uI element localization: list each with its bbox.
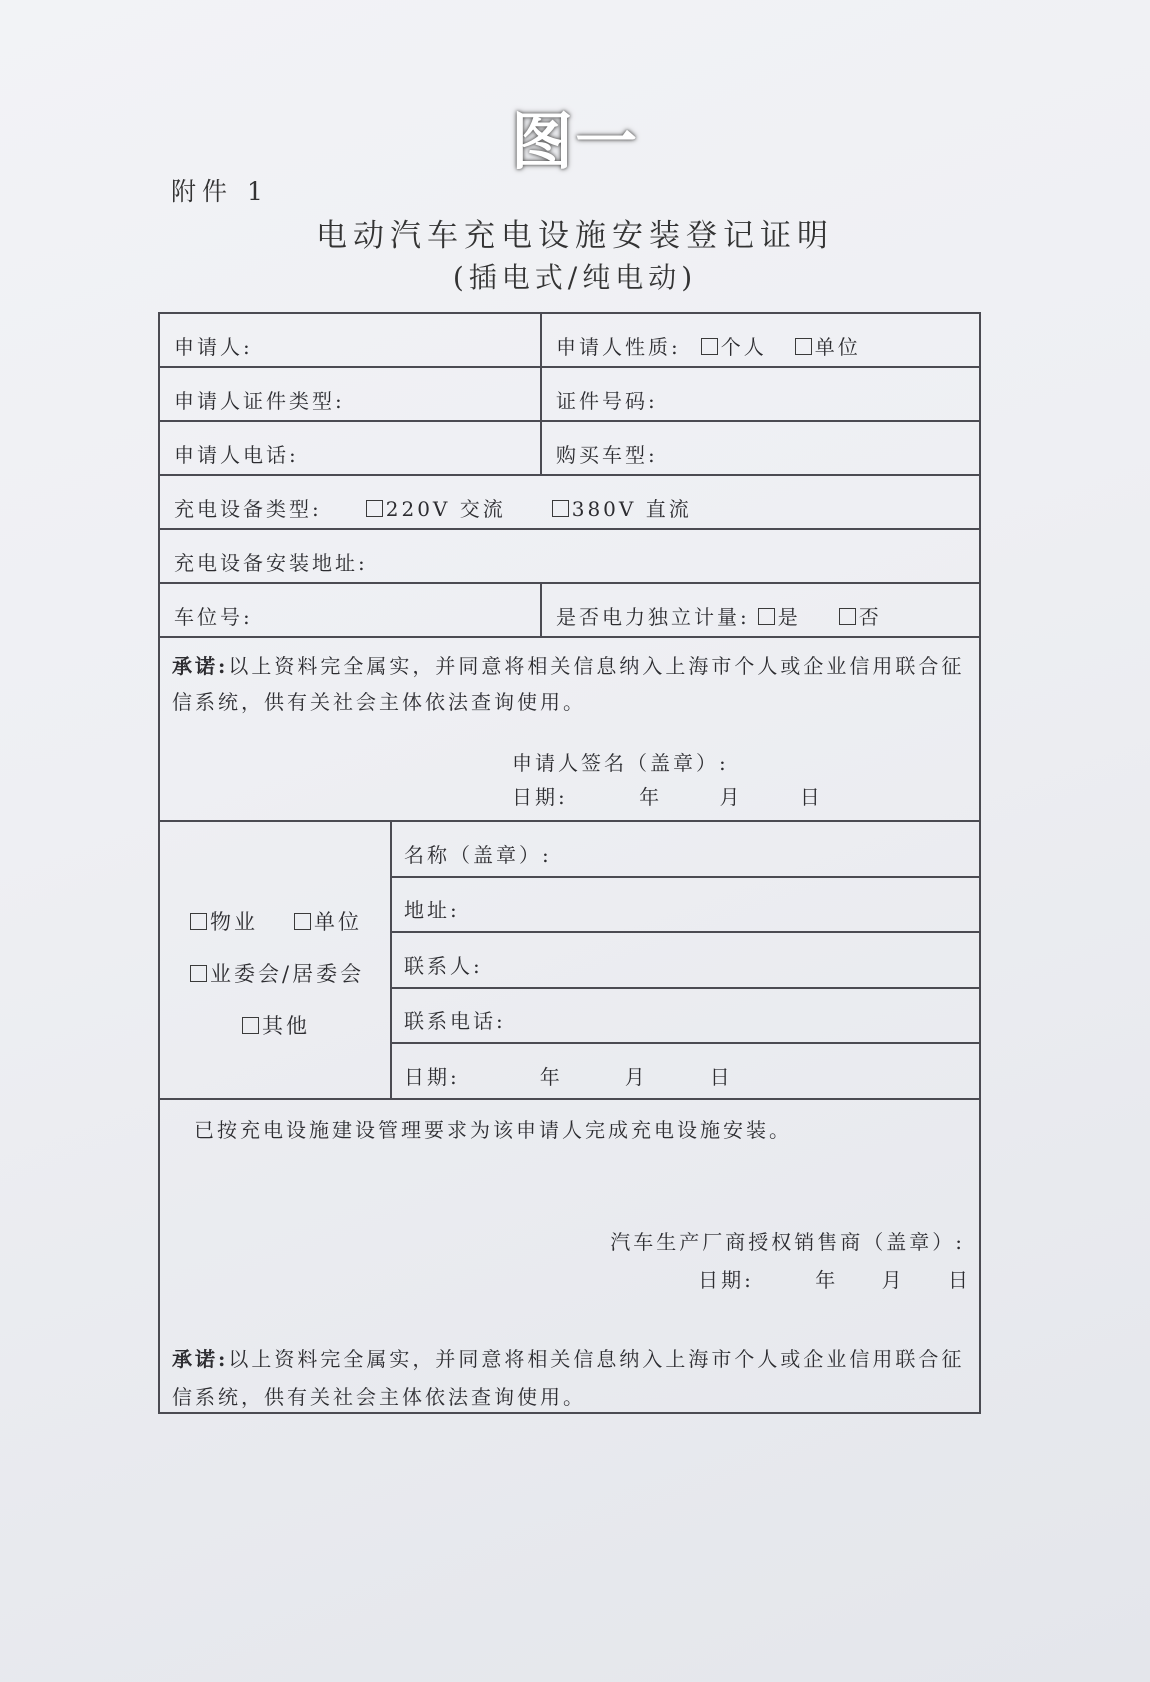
org-contact-field[interactable] bbox=[392, 933, 979, 989]
promise-label: 承诺: bbox=[172, 654, 229, 678]
property-label: 物业 bbox=[210, 910, 258, 934]
dealer-month: 月 bbox=[881, 1268, 905, 1292]
org-type-options bbox=[160, 822, 392, 1098]
dealer-year: 年 bbox=[815, 1268, 839, 1292]
metering-yes-checkbox[interactable] bbox=[758, 608, 775, 625]
id-type-label: 申请人证件类型: bbox=[174, 389, 345, 413]
document-subtitle: (插电式/纯电动) bbox=[452, 261, 698, 294]
dc380-checkbox[interactable] bbox=[552, 500, 569, 517]
row-phone bbox=[158, 422, 981, 476]
dealer-promise bbox=[172, 1340, 969, 1416]
applicant-promise bbox=[160, 638, 979, 820]
document-title: 电动汽车充电设施安装登记证明 bbox=[316, 218, 834, 254]
personal-label: 个人 bbox=[720, 335, 767, 359]
applicant-year: 年 bbox=[639, 785, 663, 809]
unit-label: 单位 bbox=[814, 335, 861, 359]
property-option[interactable] bbox=[190, 906, 258, 936]
org-date-label: 日期: bbox=[404, 1064, 460, 1089]
applicant-signature-block bbox=[512, 746, 823, 814]
applicant-field[interactable] bbox=[160, 314, 540, 366]
overlay-title: 图一 bbox=[510, 105, 639, 178]
dealer-statement: 已按充电设施建设管理要求为该申请人完成充电设施安装。 bbox=[194, 1118, 792, 1142]
metering-yes-label: 是 bbox=[777, 605, 801, 629]
id-type-field[interactable] bbox=[160, 368, 540, 420]
committee-label: 业委会/居委会 bbox=[210, 962, 365, 986]
personal-option[interactable] bbox=[701, 331, 767, 360]
dc380-option[interactable] bbox=[552, 493, 692, 522]
org-phone-field[interactable] bbox=[392, 989, 979, 1045]
install-address-field[interactable] bbox=[160, 530, 979, 582]
car-model-field[interactable] bbox=[540, 422, 979, 474]
org-unit-option[interactable] bbox=[294, 906, 362, 936]
applicant-date-line[interactable] bbox=[512, 780, 823, 814]
dealer-day: 日 bbox=[948, 1268, 971, 1292]
charger-type-label: 充电设备类型: bbox=[174, 497, 322, 521]
property-checkbox[interactable] bbox=[190, 913, 207, 930]
applicant-day: 日 bbox=[799, 785, 823, 809]
parking-field[interactable] bbox=[160, 584, 540, 636]
phone-label: 申请人电话: bbox=[174, 443, 299, 467]
ac220-checkbox[interactable] bbox=[366, 500, 383, 517]
metering-field bbox=[540, 584, 979, 636]
other-label: 其他 bbox=[262, 1014, 310, 1038]
dealer-date-label: 日期: bbox=[698, 1268, 754, 1292]
org-date-field[interactable] bbox=[392, 1044, 979, 1098]
car-model-label: 购买车型: bbox=[556, 443, 658, 467]
unit-checkbox[interactable] bbox=[795, 338, 812, 355]
install-address-label: 充电设备安装地址: bbox=[174, 551, 368, 575]
applicant-date-label: 日期: bbox=[512, 785, 568, 809]
dealer-date-line[interactable] bbox=[698, 1264, 971, 1293]
org-name-label: 名称（盖章）: bbox=[404, 842, 552, 867]
metering-yes-option[interactable] bbox=[758, 601, 801, 630]
promise-text: 以上资料完全属实，并同意将相关信息纳入上海市个人或企业信用联合征信系统，供有关社会主体依法查询使用。 bbox=[172, 654, 965, 714]
row-id bbox=[158, 368, 981, 422]
other-checkbox[interactable] bbox=[242, 1017, 259, 1034]
metering-no-checkbox[interactable] bbox=[839, 608, 856, 625]
org-contact-label: 联系人: bbox=[404, 953, 483, 978]
row-parking bbox=[158, 584, 981, 638]
row-charger-type bbox=[158, 476, 981, 530]
row-install-address bbox=[158, 530, 981, 584]
metering-label: 是否电力独立计量: bbox=[556, 605, 750, 629]
org-unit-label: 单位 bbox=[314, 910, 362, 934]
committee-option[interactable] bbox=[190, 958, 364, 988]
org-phone-label: 联系电话: bbox=[404, 1009, 506, 1034]
phone-field[interactable] bbox=[160, 422, 540, 474]
other-option[interactable] bbox=[242, 1010, 310, 1040]
ac220-option[interactable] bbox=[366, 493, 506, 522]
row-promise-applicant bbox=[158, 638, 981, 822]
dealer-promise-text: 以上资料完全属实，并同意将相关信息纳入上海市个人或企业信用联合征信系统，供有关社会主体依法查询使用。 bbox=[172, 1347, 965, 1409]
dc380-label: 380V 直流 bbox=[571, 497, 692, 521]
row-organization bbox=[158, 822, 981, 1100]
dealer-promise-label: 承诺: bbox=[172, 1347, 229, 1371]
registration-form bbox=[158, 312, 981, 1414]
org-month: 月 bbox=[624, 1064, 648, 1089]
row-applicant bbox=[158, 312, 981, 368]
unit-option[interactable] bbox=[795, 331, 861, 360]
charger-type-field bbox=[160, 476, 979, 528]
org-address-field[interactable] bbox=[392, 878, 979, 934]
parking-label: 车位号: bbox=[174, 605, 253, 629]
applicant-signature-label[interactable]: 申请人签名（盖章）: bbox=[512, 751, 729, 775]
applicant-month: 月 bbox=[719, 785, 743, 809]
row-dealer bbox=[158, 1100, 981, 1414]
org-details bbox=[392, 822, 979, 1098]
committee-checkbox[interactable] bbox=[190, 965, 207, 982]
org-unit-checkbox[interactable] bbox=[294, 913, 311, 930]
metering-no-option[interactable] bbox=[839, 601, 882, 630]
org-year: 年 bbox=[539, 1064, 563, 1089]
ac220-label: 220V 交流 bbox=[385, 497, 506, 521]
org-day: 日 bbox=[709, 1064, 733, 1089]
attachment-label: 附件 1 bbox=[171, 177, 269, 206]
id-number-label: 证件号码: bbox=[556, 389, 658, 413]
applicant-type-label: 申请人性质: bbox=[556, 335, 681, 359]
applicant-label: 申请人: bbox=[174, 335, 253, 359]
applicant-type-field bbox=[540, 314, 979, 366]
dealer-seal-label[interactable]: 汽车生产厂商授权销售商（盖章）: bbox=[610, 1230, 965, 1254]
id-number-field[interactable] bbox=[540, 368, 979, 420]
org-name-field[interactable] bbox=[392, 822, 979, 878]
metering-no-label: 否 bbox=[858, 605, 882, 629]
personal-checkbox[interactable] bbox=[701, 338, 718, 355]
org-address-label: 地址: bbox=[404, 898, 460, 923]
